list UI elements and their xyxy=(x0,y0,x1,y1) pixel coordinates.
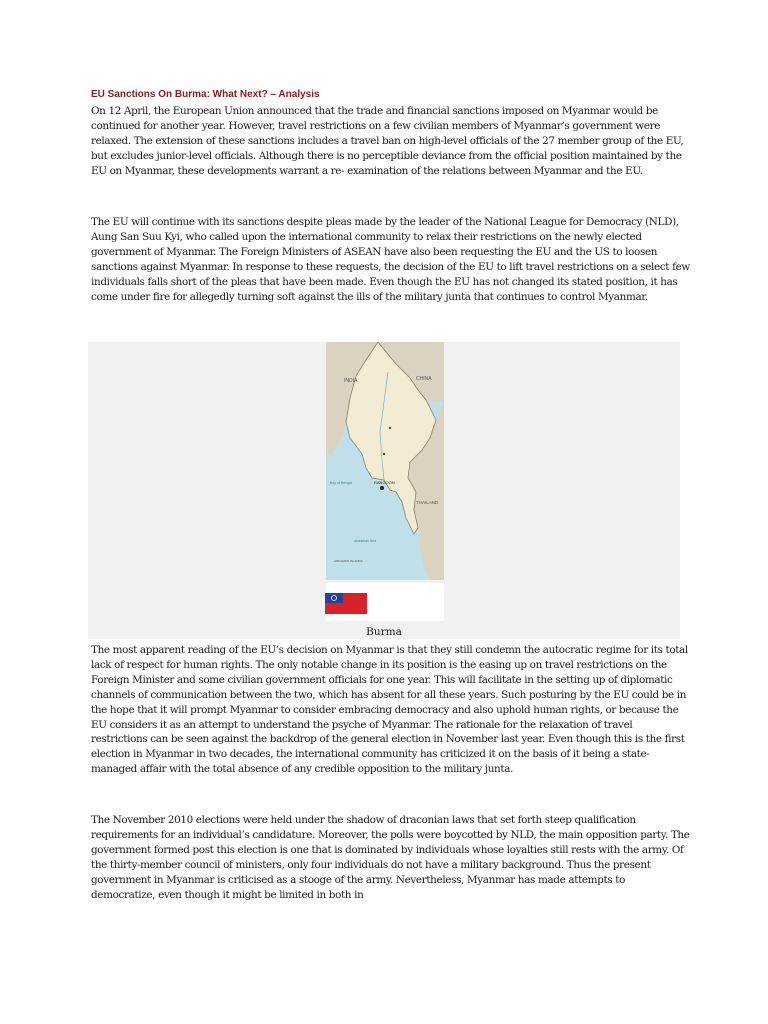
map-label-islands: ANDAMAN ISLANDS xyxy=(334,559,363,563)
map-label-india: INDIA xyxy=(344,378,358,384)
flag-canton xyxy=(325,593,343,603)
paragraph-intro: On 12 April, the European Union announced that the trade and financial sanctions imposed on Myanmar would be continued for another year. However, travel restrictions on a few civilian members of Myanmar’s government were relaxed. The extension of these sanctions includes a travel ban on high-level officials of the 27 member group of the EU, but excludes junior-level officials. Although there is no perceptible deviance from the official position maintained by the EU on Myanmar, these developments warrant a re- examination of the relations between Myanmar and the EU. xyxy=(91,105,684,177)
map-label-rangoon: RANGOON xyxy=(374,480,395,485)
paragraph-reading: The most apparent reading of the EU’s decision on Myanmar is that they still condemn the autocratic regime for its total lack of respect for human rights. The only notable change in its position is the easing up on travel restrictions on the Foreign Minister and some civilian government officials for one year. This will facilitate in the setting up of diplomatic channels of communication between the two, which has absent for all these years. Such posturing by the EU could be in the hope that it will prompt Myanmar to consider embracing democracy and also uphold human rights, or because the EU considers it as an attempt to understand the psyche of Myanmar. The rationale for the relaxation of travel restrictions can be seen against the backdrop of the general election in November last year. Even though this is the first election in Myanmar in two decades, the international community has criticized it on the basis of it being a state-managed affair with the total absence of any credible opposition to the military junta. xyxy=(91,644,688,776)
map-label-china: CHINA xyxy=(416,376,432,382)
map-label-bay: Bay of Bengal xyxy=(330,481,352,485)
paragraph-elections: The November 2010 elections were held under the shadow of draconian laws that set forth steep qualification requirements for an individual’s candidature. Moreover, the polls were boycotted by NLD, the main opposition party. The government formed post this election is one that is dominated by individuals whose loyalties still rests with the army. Of the thirty-member council of ministers, only four individuals do not have a military background. Thus the present government in Myanmar is criticised as a stooge of the army. Nevertheless, Myanmar has made attempts to democratize, even though it might be limited in both in xyxy=(91,814,690,901)
map-city-marker xyxy=(389,427,391,429)
map-label-thailand: THAILAND xyxy=(416,500,439,505)
article-title: EU Sanctions On Burma: What Next? – Analysis xyxy=(91,89,320,100)
map-label-sea: Andaman Sea xyxy=(354,539,377,543)
map-city-marker xyxy=(383,453,385,455)
burma-flag-icon xyxy=(325,593,367,614)
figure-caption: Burma xyxy=(366,626,402,638)
map-capital-marker xyxy=(380,486,384,490)
paragraph-sanctions: The EU will continue with its sanctions despite pleas made by the leader of the National League for Democracy (NLD), Aung San Suu Kyi, who called upon the international community to relax their restrictions on the newly elected government of Myanmar. The Foreign Ministers of ASEAN have also been requesting the EU and the US to loosen sanctions against Myanmar. In response to these requests, the decision of the EU to lift travel restrictions on a select few individuals falls short of the pleas that have been made. Even though the EU has not changed its stated position, it has come under fire for allegedly turning soft against the ills of the military junta that continues to control Myanmar. xyxy=(91,216,690,303)
burma-map xyxy=(326,342,444,580)
